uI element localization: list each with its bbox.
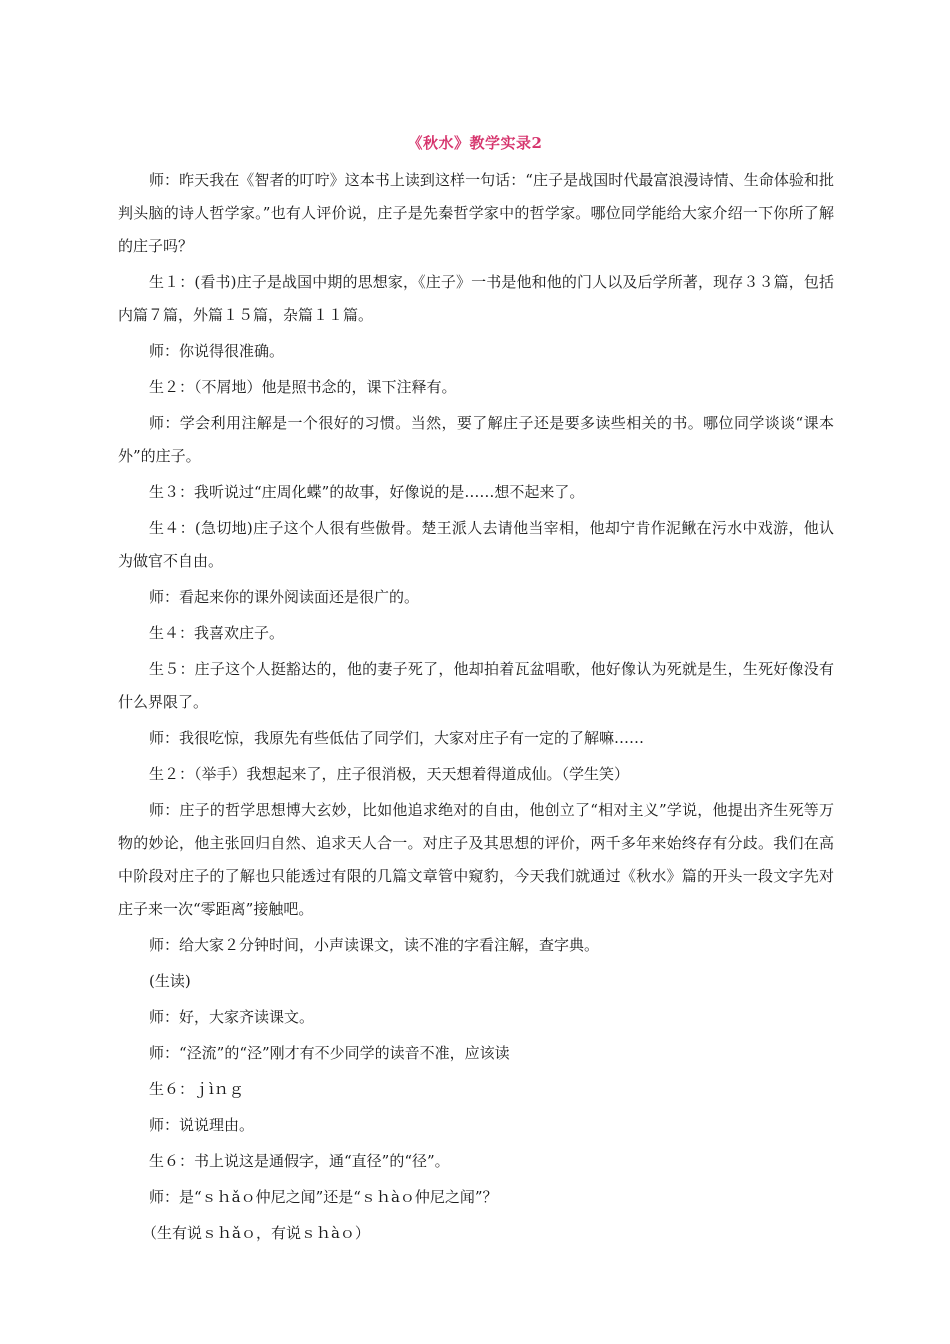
- paragraph: 师：庄子的哲学思想博大玄妙，比如他追求绝对的自由，他创立了“相对主义”学说，他提出齐生死等万物的妙论，他主张回归自然、追求天人合一。对庄子及其思想的评价，两千多年来始终存有分歧。我们在高中阶段对庄子的了解也只能透过有限的几篇文章管中窥豹，今天我们就通过《秋水》篇的开头一段文字先对庄子来一次“零距离”接触吧。: [118, 801, 834, 918]
- paragraph: 师：我很吃惊，我原先有些低估了同学们，大家对庄子有一定的了解嘛……: [149, 729, 645, 747]
- paragraph: 生３：我听说过“庄周化蝶”的故事，好像说的是……想不起来了。: [149, 483, 585, 501]
- document-body: [118, 164, 834, 1253]
- paragraph: 生２：（举手）我想起来了，庄子很消极，天天想着得道成仙。（学生笑）: [149, 765, 630, 783]
- paragraph: （生有说ｓｈǎｏ，有说ｓｈàｏ）: [142, 1224, 370, 1242]
- paragraph: 师：说说理由。: [149, 1116, 255, 1134]
- paragraph: 生４：我喜欢庄子。: [149, 624, 285, 642]
- paragraph: (生读): [149, 972, 191, 990]
- paragraph: 师：给大家２分钟时间，小声读课文，读不准的字看注解，查字典。: [149, 936, 600, 954]
- paragraph: 师：学会利用注解是一个很好的习惯。当然，要了解庄子还是要多读些相关的书。哪位同学谈谈“课本外”的庄子。: [118, 414, 834, 465]
- paragraph: 师：好，大家齐读课文。: [149, 1008, 315, 1026]
- paragraph: 师：看起来你的课外阅读面还是很广的。: [149, 588, 420, 606]
- paragraph: 师：是“ｓｈǎｏ仲尼之闻”还是“ｓｈàｏ仲尼之闻”？: [149, 1188, 498, 1206]
- paragraph: 生６：书上说这是通假字，通“直径”的“径”。: [149, 1152, 450, 1170]
- paragraph: 师：昨天我在《智者的叮咛》这本书上读到这样一句话：“庄子是战国时代最富浪漫诗情、生命体验和批判头脑的诗人哲学家。”也有人评价说，庄子是先秦哲学家中的哲学家。哪位同学能给大家介绍一下你所了解的庄子吗？: [118, 171, 834, 255]
- paragraph: 生１：(看书)庄子是战国中期的思想家，《庄子》一书是他和他的门人以及后学所著，现存３３篇，包括内篇７篇，外篇１５篇，杂篇１１篇。: [118, 273, 834, 324]
- paragraph: 生４：(急切地)庄子这个人很有些傲骨。楚王派人去请他当宰相，他却宁肯作泥鳅在污水中戏游，他认为做官不自由。: [118, 519, 834, 570]
- paragraph: 师：你说得很准确。: [149, 342, 285, 360]
- paragraph: 师：“泾流”的“泾”刚才有不少同学的读音不准，应该读: [149, 1044, 510, 1062]
- document-title: 《秋水》教学实录2: [407, 134, 543, 152]
- paragraph: 生５：庄子这个人挺豁达的，他的妻子死了，他却拍着瓦盆唱歌，他好像认为死就是生，生死好像没有什么界限了。: [118, 660, 834, 711]
- paragraph: 生６：ｊìｎｇ: [149, 1080, 244, 1098]
- paragraph: 生２：（不屑地）他是照书念的，课下注释有。: [149, 378, 457, 396]
